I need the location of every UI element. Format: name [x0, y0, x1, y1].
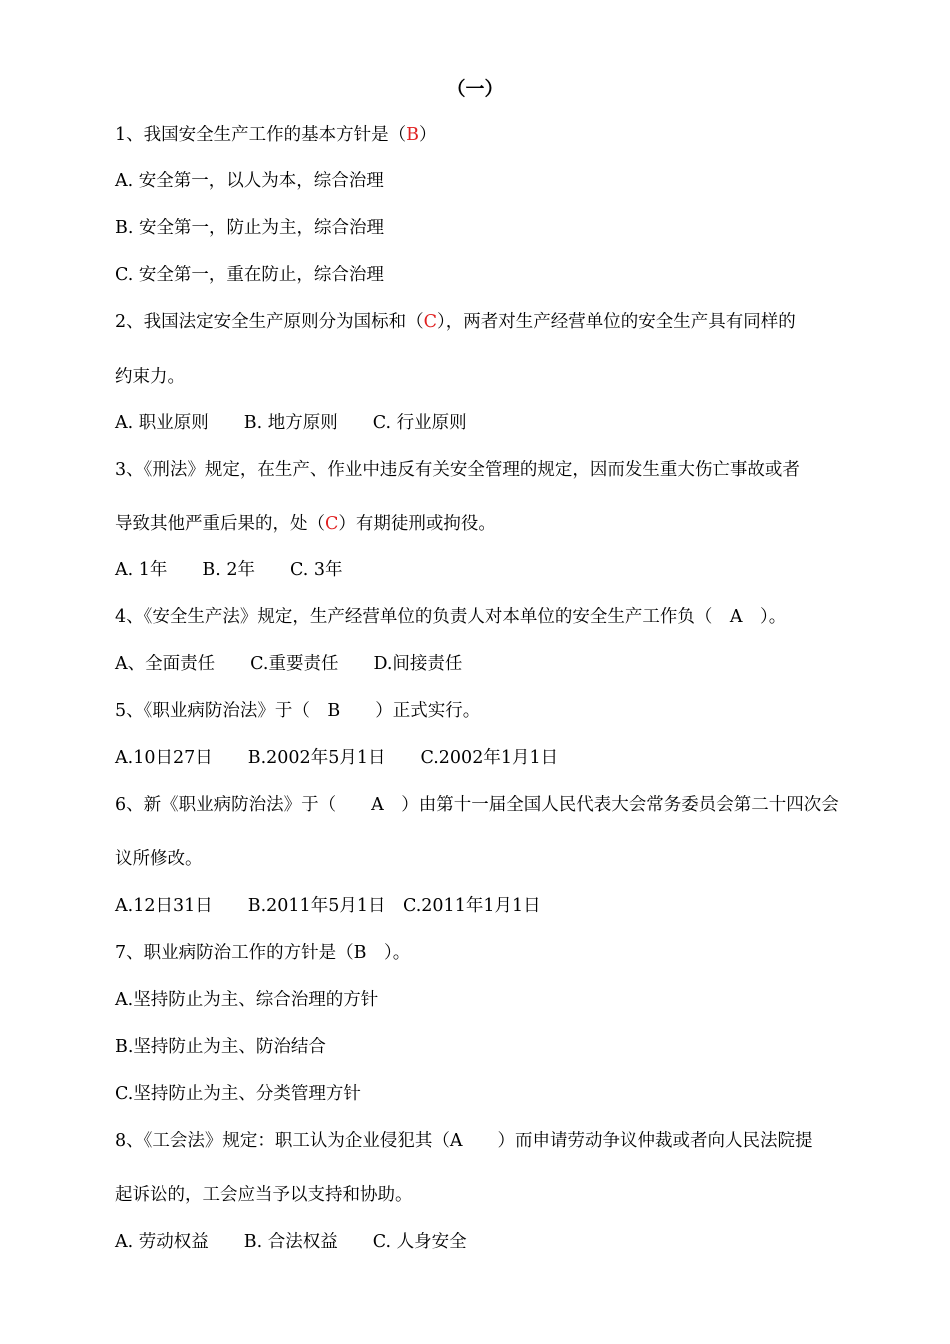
- question-5-options: A.10日27日 B.2002年5月1日 C.2002年1月1日: [115, 748, 559, 768]
- question-6-options: A.12日31日 B.2011年5月1日 C.2011年1月1日: [115, 896, 541, 916]
- question-2-text: 2、我国法定安全生产原则分为国标和（: [115, 312, 424, 332]
- question-8: 8、《工会法》规定：职工认为企业侵犯其（A ）而申请劳动争议仲裁或者向人民法院提: [115, 1131, 813, 1151]
- question-2: [115, 311, 796, 333]
- question-1-option-a: A. 安全第一，以人为本，综合治理: [115, 171, 384, 191]
- question-3-end: ）有期徒刑或拘役。: [338, 514, 496, 534]
- question-1-option-c: C. 安全第一，重在防止，综合治理: [115, 265, 384, 285]
- question-3-continuation: [115, 513, 496, 535]
- question-2-continuation: 约束力。: [115, 367, 185, 387]
- question-6-continuation: 议所修改。: [115, 849, 203, 869]
- question-4-options: A、全面责任 C.重要责任 D.间接责任: [115, 654, 463, 674]
- question-1-answer: B: [406, 125, 420, 145]
- question-6: 6、新《职业病防治法》于（ A ）由第十一届全国人民代表大会常务委员会第二十四次会: [115, 795, 839, 815]
- question-8-continuation: 起诉讼的，工会应当予以支持和协助。: [115, 1185, 413, 1205]
- question-1-option-b: B. 安全第一，防止为主，综合治理: [115, 218, 384, 238]
- question-5: 5、《职业病防治法》于（ B ）正式实行。: [115, 701, 481, 721]
- question-3-options: A. 1年 B. 2年 C. 3年: [115, 560, 343, 580]
- question-8-options: A. 劳动权益 B. 合法权益 C. 人身安全: [115, 1232, 467, 1252]
- question-7-option-b: B.坚持防止为主、防治结合: [115, 1037, 326, 1057]
- question-2-options: A. 职业原则 B. 地方原则 C. 行业原则: [115, 413, 467, 433]
- question-2-end: ），两者对生产经营单位的安全生产具有同样的: [437, 312, 796, 332]
- question-1: [115, 124, 437, 146]
- question-3: 3、《刑法》规定，在生产、作业中违反有关安全管理的规定，因而发生重大伤亡事故或者: [115, 460, 800, 480]
- question-4: 4、《安全生产法》规定，生产经营单位的负责人对本单位的安全生产工作负（ A ）。: [115, 607, 787, 627]
- question-7-option-c: C.坚持防止为主、分类管理方针: [115, 1084, 361, 1104]
- question-3-answer: C: [325, 514, 339, 534]
- question-2-answer: C: [423, 312, 438, 332]
- question-7: 7、职业病防治工作的方针是（B ）。: [115, 943, 411, 963]
- question-7-option-a: A.坚持防止为主、综合治理的方针: [115, 990, 379, 1010]
- question-1-text: 1、我国安全生产工作的基本方针是（: [115, 125, 407, 145]
- question-1-end: ）: [419, 125, 437, 145]
- question-3-text: 导致其他严重后果的，处（: [115, 514, 325, 534]
- section-title: （一）: [446, 78, 504, 100]
